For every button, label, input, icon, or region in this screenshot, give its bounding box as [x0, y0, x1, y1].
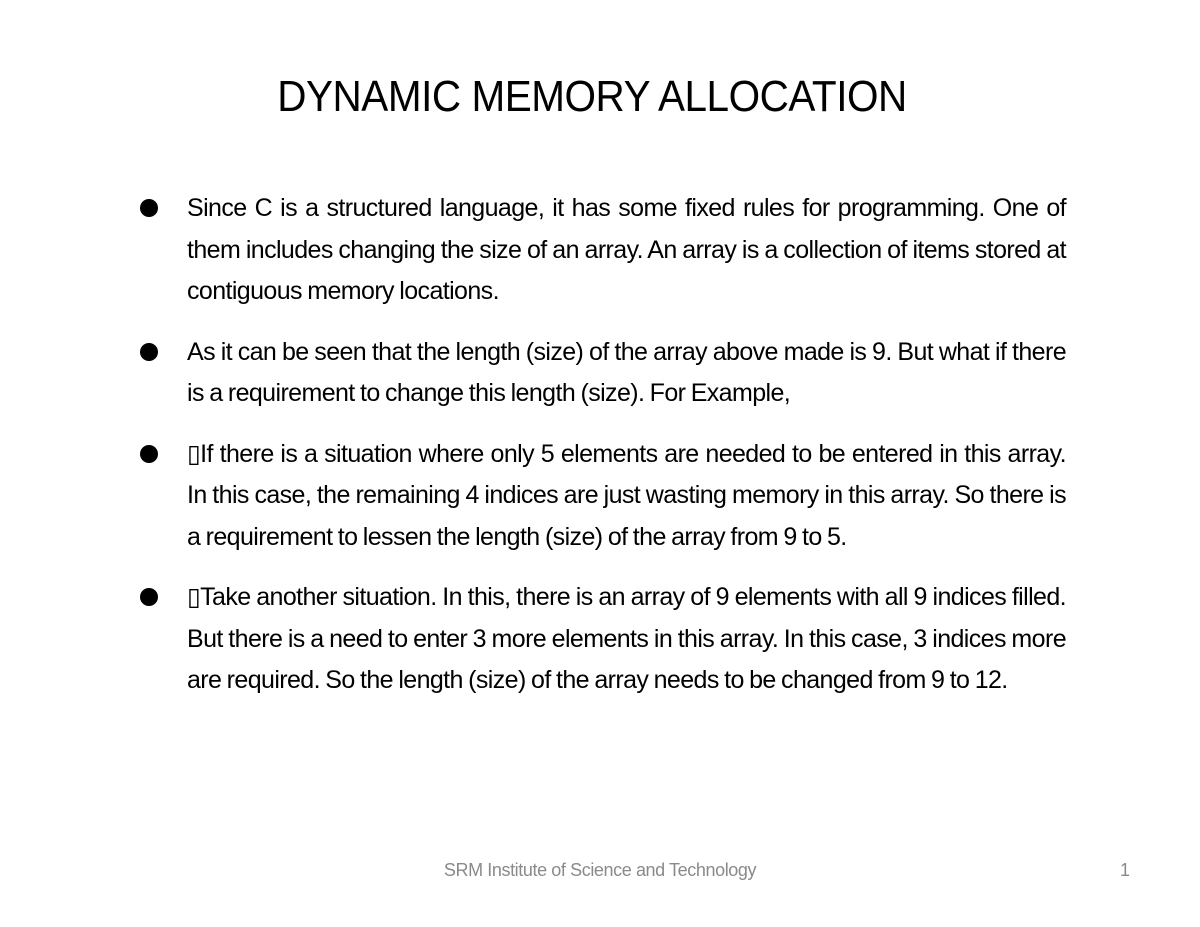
bullet-text: ▯Take another situation. In this, there is an array of 9 elements with all 9 indices filled. But there is a need to enter 3 more elements in this array. In this case, 3 indices more are required. So the length (size) of the array needs to be changed from 9 to 12.: [187, 583, 1066, 694]
bullet-text: ▯If there is a situation where only 5 elements are needed to be entered in this array. In this case, the remaining 4 indices are just wasting memory in this array. So there is a requirement to lessen the length (size) of the array from 9 to 5.: [187, 439, 1066, 551]
bullet-item: [136, 332, 1066, 415]
bullet-dot-icon: [140, 343, 158, 361]
bullet-list: [136, 188, 1066, 721]
page-number: 1: [1119, 860, 1130, 880]
bullet-dot-icon: [140, 588, 158, 606]
bullet-item: [136, 577, 1066, 702]
bullet-dot-icon: [140, 445, 158, 463]
bullet-text: Since C is a structured language, it has some fixed rules for programming. One of them includes changing the size of an array. An array is a collection of items stored at contiguous memory locations.: [187, 194, 1066, 305]
slide-title: DYNAMIC MEMORY ALLOCATION: [277, 72, 907, 121]
bullet-text: As it can be seen that the length (size) of the array above made is 9. But what if there is a requirement to change this length (size). For Example,: [187, 337, 1066, 407]
footer-institution: SRM Institute of Science and Technology: [443, 860, 757, 880]
bullet-item: [136, 434, 1066, 559]
bullet-dot-icon: [140, 199, 158, 217]
bullet-item: [136, 188, 1066, 313]
